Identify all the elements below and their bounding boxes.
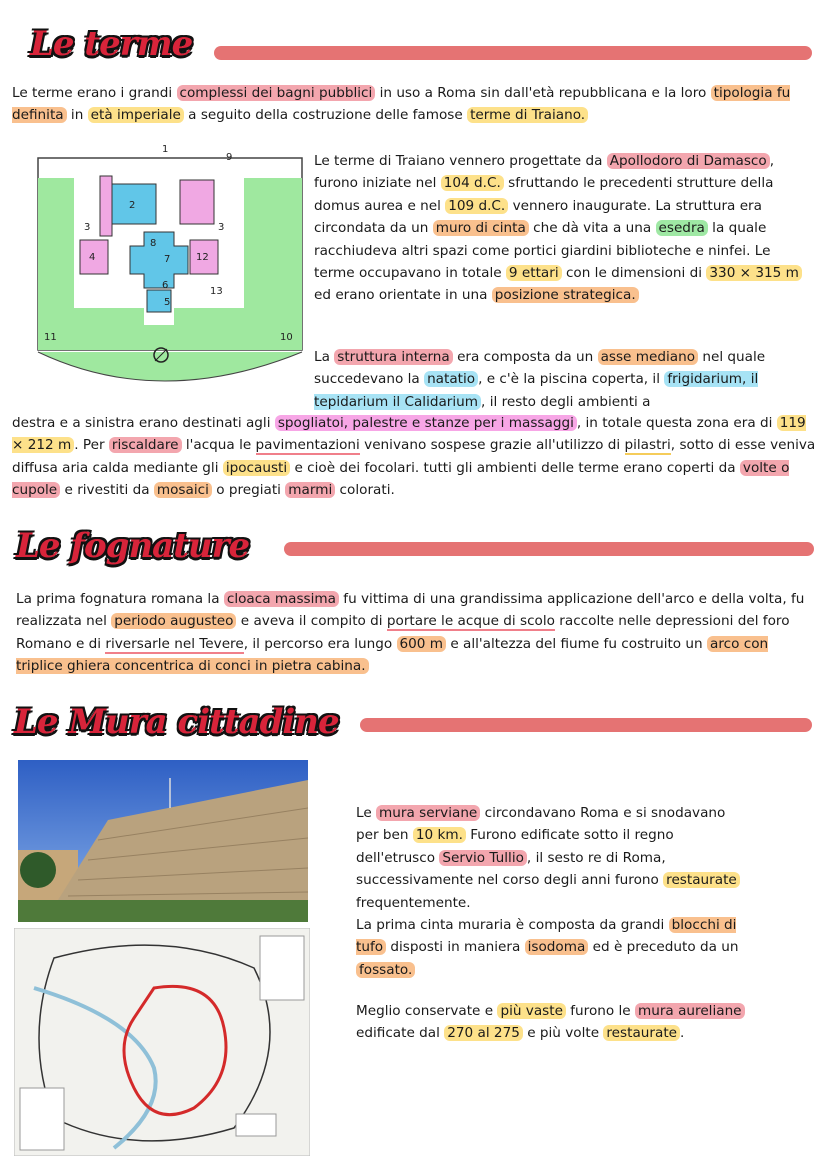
text-run: , il sesto re di Roma, successivamente nel corso degli anni furono xyxy=(356,849,666,889)
plan-label-13: 13 xyxy=(210,286,223,297)
highlighted-phrase: 109 d.C. xyxy=(445,198,508,214)
title-bar xyxy=(360,718,812,732)
highlighted-phrase: Apollodoro di Damasco xyxy=(607,153,770,169)
mura-photo xyxy=(18,760,308,922)
text-run: nel quale succedevano la xyxy=(314,349,766,388)
highlighted-phrase: marmi xyxy=(285,482,335,498)
highlighted-phrase: restaurate xyxy=(603,1025,680,1041)
plan-label-6: 6 xyxy=(162,280,169,291)
highlighted-phrase: 119 × 212 m xyxy=(12,415,806,454)
plan-label-9: 9 xyxy=(226,152,233,163)
text-run: o pregiati xyxy=(211,482,286,499)
highlighted-phrase: esedra xyxy=(656,220,708,236)
text-run: La prima fognatura romana la xyxy=(16,591,224,607)
text-run: raccolte nelle depressioni del foro Romano e di xyxy=(16,613,790,652)
text-run: , il percorso era lungo xyxy=(243,635,397,652)
plan-label-3b: 3 xyxy=(218,222,225,233)
highlighted-phrase: mosaici xyxy=(154,482,212,498)
section-title-fognature: Le fognature xyxy=(16,526,250,566)
highlighted-phrase: volte o cupole xyxy=(12,459,790,499)
plan-label-7: 7 xyxy=(164,254,171,265)
text-run: La xyxy=(314,349,335,365)
fognature-paragraph xyxy=(16,588,814,678)
text-run: e più volte xyxy=(522,1025,604,1042)
plan-label-1: 1 xyxy=(162,144,169,155)
text-run: , e c'è la piscina coperta, il xyxy=(478,371,665,388)
highlighted-phrase: 600 m xyxy=(397,636,447,652)
text-run: fu vittima di una grandissima applicazione dell'arco e della volta, fu realizzata nel xyxy=(16,591,805,630)
highlighted-phrase: periodo augusteo xyxy=(111,613,236,629)
text-run: , in totale questa zona era di xyxy=(576,415,777,431)
text-run: in xyxy=(66,107,88,124)
highlighted-phrase: 9 ettari xyxy=(506,265,562,281)
highlighted-phrase: natatio xyxy=(424,371,478,387)
terme-floor-plan xyxy=(14,140,306,402)
section-title-terme: Le terme xyxy=(30,24,193,64)
highlighted-phrase: restaurate xyxy=(663,872,740,888)
text-run: la quale racchiudeva altri spazi come portici giardini biblioteche e ninfei. Le terme occupavano in totale xyxy=(314,220,771,282)
text-run: in uso a Roma sin dall'età repubblicana e la loro xyxy=(375,85,711,101)
highlighted-phrase: fossato. xyxy=(356,962,415,978)
highlighted-phrase: struttura interna xyxy=(334,349,453,365)
text-run: Le terme di Traiano vennero progettate da xyxy=(314,153,607,169)
mura-serviane-paragraph xyxy=(356,802,746,914)
text-run: era composta da un xyxy=(452,349,598,365)
highlighted-phrase: 330 × 315 m xyxy=(706,265,802,281)
text-run: , furono iniziate nel xyxy=(314,153,775,192)
text-run: vennero inaugurate. La struttura era circondata da un xyxy=(314,197,762,237)
text-run: Le xyxy=(356,805,377,821)
highlighted-phrase: 104 d.C. xyxy=(441,175,504,191)
highlighted-phrase: Servio Tullio xyxy=(439,850,527,866)
plan-label-2: 2 xyxy=(129,200,136,211)
highlighted-phrase: età imperiale xyxy=(88,107,184,123)
highlighted-phrase: riversarle nel Tevere xyxy=(105,635,244,652)
text-run: a seguito della costruzione delle famose xyxy=(183,107,468,124)
highlighted-phrase: terme di Traiano. xyxy=(467,107,588,123)
text-run: ed è preceduto da un xyxy=(588,939,739,956)
text-run: destra e a sinistra erano destinati agli xyxy=(12,415,275,431)
text-run: che dà vita a una xyxy=(528,220,656,237)
text-run: venivano sospese grazie all'utilizzo di xyxy=(359,437,625,454)
plan-label-11: 11 xyxy=(44,332,57,343)
highlighted-phrase: cloaca massima xyxy=(224,591,339,607)
plan-label-8: 8 xyxy=(150,238,157,249)
highlighted-phrase: mura serviane xyxy=(376,805,480,821)
title-bar xyxy=(284,542,814,556)
highlighted-phrase: blocchi di tufo xyxy=(356,917,737,956)
text-run: , sotto di esse veniva diffusa aria calda mediante gli xyxy=(12,437,816,476)
plan-label-3: 3 xyxy=(84,222,91,233)
terme-traiano-paragraph xyxy=(314,150,814,307)
text-run: disposti in maniera xyxy=(386,939,525,956)
highlighted-phrase: 270 al 275 xyxy=(444,1025,523,1041)
plan-label-5: 5 xyxy=(164,297,171,308)
highlighted-phrase: 10 km. xyxy=(413,827,466,843)
text-run: sfruttando le precedenti strutture della domus aurea e nel xyxy=(314,175,774,214)
text-run: La prima cinta muraria è composta da grandi xyxy=(356,917,669,933)
highlighted-phrase: asse mediano xyxy=(598,349,698,365)
highlighted-phrase: muro di cinta xyxy=(433,220,529,236)
text-run: ed erano orientate in una xyxy=(314,287,492,304)
text-run: e all'altezza del fiume fu costruito un xyxy=(446,635,707,652)
text-run: . Per xyxy=(74,437,109,454)
highlighted-phrase: isodoma xyxy=(525,939,589,955)
mura-aureliane-paragraph xyxy=(356,1000,746,1045)
terme-struttura-paragraph xyxy=(314,346,814,413)
highlighted-phrase: portare le acque di scolo xyxy=(386,613,555,630)
text-run: . xyxy=(680,1025,685,1042)
section-title-mura: Le Mura cittadine xyxy=(14,702,339,742)
mura-cinta-paragraph xyxy=(356,914,746,981)
text-run: e aveva il compito di xyxy=(236,613,387,630)
mura-map xyxy=(14,928,310,1156)
text-run: Le terme erano i grandi xyxy=(12,85,177,101)
plan-label-10: 10 xyxy=(280,332,293,343)
text-run: e rivestiti da xyxy=(60,482,154,499)
highlighted-phrase: pilastri xyxy=(624,437,671,454)
text-run: l'acqua le xyxy=(181,437,256,454)
text-run: furono le xyxy=(565,1003,635,1019)
text-run: edificate dal xyxy=(356,1025,445,1042)
highlighted-phrase: tipologia fu definita xyxy=(12,85,791,124)
title-bar xyxy=(214,46,812,60)
highlighted-phrase: frigidarium, il tepidarium il Calidarium xyxy=(314,371,759,410)
terme-ambienti-paragraph xyxy=(12,412,816,502)
highlighted-phrase: posizione strategica. xyxy=(492,287,639,303)
text-run: Furono edificate sotto il regno dell'etrusco xyxy=(356,827,674,866)
text-run: con le dimensioni di xyxy=(561,265,707,282)
text-run: circondavano Roma e si snodavano per ben xyxy=(356,805,726,844)
highlighted-phrase: più vaste xyxy=(497,1003,566,1019)
highlighted-phrase: pavimentazioni xyxy=(255,437,360,454)
text-run: , il resto degli ambienti a xyxy=(481,393,651,410)
text-run: Meglio conservate e xyxy=(356,1003,498,1019)
text-run: frequentemente. xyxy=(356,894,471,911)
highlighted-phrase: ipocausti xyxy=(223,460,290,476)
highlighted-phrase: riscaldare xyxy=(109,437,182,453)
highlighted-phrase: spogliatoi, palestre e stanze per i massaggi xyxy=(275,415,577,431)
terme-intro xyxy=(12,82,810,127)
highlighted-phrase: mura aureliane xyxy=(635,1003,745,1019)
highlighted-phrase: complessi dei bagni pubblici xyxy=(177,85,376,101)
text-run: e cioè dei focolari. tutti gli ambienti delle terme erano coperti da xyxy=(290,459,740,476)
highlighted-phrase: arco con triplice ghiera concentrica di conci in pietra cabina. xyxy=(16,635,769,675)
text-run: colorati. xyxy=(335,482,395,499)
plan-label-4: 4 xyxy=(89,252,96,263)
plan-label-12: 12 xyxy=(196,252,209,263)
